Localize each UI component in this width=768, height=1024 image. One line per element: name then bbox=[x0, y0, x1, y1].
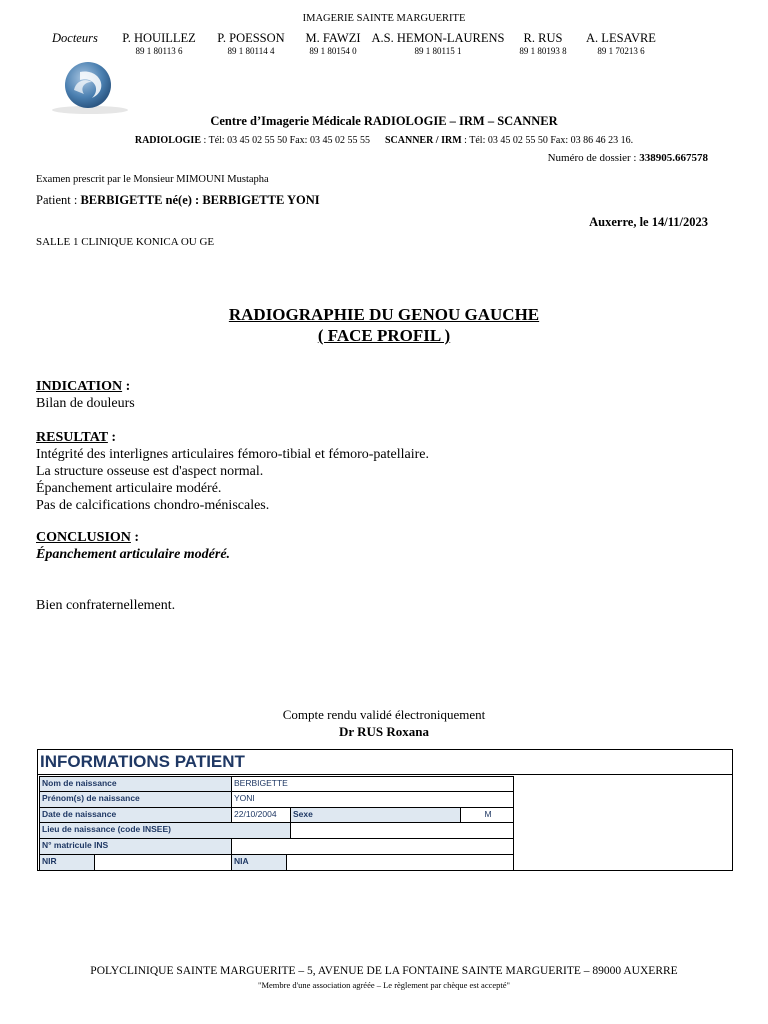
birth-place-value bbox=[290, 822, 514, 839]
prescriber: Examen prescrit par le Monsieur MIMOUNI Mustapha bbox=[36, 174, 269, 185]
radiology-contact: : Tél: 03 45 02 55 50 Fax: 03 45 02 55 55 bbox=[200, 135, 370, 146]
result-line: Intégrité des interlignes articulaires fémoro-tibial et fémoro-patellaire. bbox=[36, 447, 429, 462]
scanner-label: SCANNER / IRM bbox=[384, 135, 462, 146]
result-line: La structure osseuse est d'aspect normal. bbox=[36, 464, 264, 479]
patient-label: Patient : bbox=[36, 193, 81, 207]
closing-text: Bien confraternellement. bbox=[36, 598, 176, 613]
conclusion-section: CONCLUSION : Épanchement articulaire modéré. bbox=[36, 530, 231, 562]
first-names-value: YONI bbox=[231, 791, 514, 808]
ins-label: N° matricule INS bbox=[39, 838, 232, 855]
dossier-value: 338905.667578 bbox=[639, 152, 708, 164]
doctor-name: A. LESAVRE bbox=[586, 31, 656, 45]
doctor-name: P. POESSON bbox=[217, 31, 285, 45]
doctor-number: 89 1 80115 1 bbox=[414, 46, 462, 56]
first-names-label: Prénom(s) de naissance bbox=[39, 791, 232, 808]
ins-value bbox=[231, 838, 514, 855]
exam-room: SALLE 1 CLINIQUE KONICA OU GE bbox=[36, 236, 215, 248]
nia-value bbox=[286, 854, 514, 871]
doctor-entry bbox=[506, 31, 580, 57]
patient-name: BERBIGETTE né(e) : BERBIGETTE YONI bbox=[80, 193, 320, 207]
birth-name-value: BERBIGETTE bbox=[231, 776, 514, 792]
circular-swirl-logo-icon bbox=[40, 60, 130, 116]
dossier-label: Numéro de dossier : bbox=[547, 152, 640, 164]
signing-doctor: Dr RUS Roxana bbox=[338, 724, 430, 739]
patient-info-title: INFORMATIONS PATIENT bbox=[40, 752, 245, 771]
footer-address: POLYCLINIQUE SAINTE MARGUERITE – 5, AVENUE DE LA FONTAINE SAINTE MARGUERITE – 89000 AUXERRE bbox=[90, 965, 678, 977]
center-name: Centre d’Imagerie Médicale RADIOLOGIE – IRM – SCANNER bbox=[210, 114, 558, 128]
sex-label: Sexe bbox=[290, 807, 461, 823]
doctor-name: R. RUS bbox=[523, 31, 563, 45]
nir-label: NIR bbox=[39, 854, 95, 871]
doctors-label: Docteurs bbox=[52, 31, 98, 45]
sex-value: M bbox=[460, 807, 514, 823]
footer-note: "Membre d'une association agréée – Le règlement par chèque est accepté" bbox=[257, 980, 511, 990]
result-line: Épanchement articulaire modéré. bbox=[36, 481, 222, 496]
patient-info-box bbox=[37, 749, 733, 871]
doctor-number: 89 1 80113 6 bbox=[135, 46, 183, 56]
result-line: Pas de calcifications chondro-méniscales. bbox=[36, 498, 270, 513]
doctor-name: M. FAWZI bbox=[305, 31, 361, 45]
doctor-entry bbox=[370, 31, 506, 57]
report-title: RADIOGRAPHIE DU GENOU GAUCHE bbox=[228, 305, 540, 324]
scanner-contact: : Tél: 03 45 02 55 50 Fax: 03 86 46 23 16. bbox=[461, 135, 634, 146]
radiology-label: RADIOLOGIE bbox=[134, 135, 201, 146]
validation-note: Compte rendu validé électroniquement bbox=[282, 707, 486, 722]
contact-line bbox=[0, 135, 768, 146]
doctor-entry bbox=[206, 31, 296, 57]
doctor-entry bbox=[296, 31, 370, 57]
doctor-number: 89 1 80114 4 bbox=[227, 46, 275, 56]
nia-label: NIA bbox=[231, 854, 287, 871]
birth-date-label: Date de naissance bbox=[39, 807, 232, 823]
conclusion-text: Épanchement articulaire modéré. bbox=[36, 547, 231, 562]
patient-line bbox=[36, 193, 320, 208]
indication-text: Bilan de douleurs bbox=[36, 396, 135, 411]
birth-name-label: Nom de naissance bbox=[39, 776, 232, 792]
dossier-number bbox=[548, 152, 708, 164]
indication-section: INDICATION : Bilan de douleurs bbox=[36, 379, 135, 411]
nir-value bbox=[94, 854, 232, 871]
birth-place-label: Lieu de naissance (code INSEE) bbox=[39, 822, 291, 839]
report-subtitle: ( FACE PROFIL ) bbox=[317, 326, 451, 345]
doctor-number: 89 1 80193 8 bbox=[519, 46, 567, 56]
divider bbox=[38, 774, 732, 775]
doctor-number: 89 1 80154 0 bbox=[309, 46, 357, 56]
indication-heading: INDICATION bbox=[36, 379, 123, 394]
result-section: RESULTAT : Intégrité des interlignes articulaires fémoro-tibial et fémoro-patellaire. La structure osseuse est d'aspect normal. Épanchement articulaire modéré. Pas de calcifications chondro-méniscales. bbox=[36, 430, 429, 513]
doctor-name: A.S. HEMON-LAURENS bbox=[371, 31, 505, 45]
doctor-entry bbox=[112, 31, 206, 57]
institution-name: IMAGERIE SAINTE MARGUERITE bbox=[302, 13, 466, 24]
doctor-number: 89 1 70213 6 bbox=[597, 46, 645, 56]
result-heading: RESULTAT bbox=[36, 430, 108, 445]
conclusion-heading: CONCLUSION bbox=[36, 530, 131, 545]
doctor-name: P. HOUILLEZ bbox=[122, 31, 196, 45]
doctor-entry bbox=[580, 31, 662, 57]
birth-date-value: 22/10/2004 bbox=[231, 807, 291, 823]
place-date: Auxerre, le 14/11/2023 bbox=[589, 215, 708, 229]
